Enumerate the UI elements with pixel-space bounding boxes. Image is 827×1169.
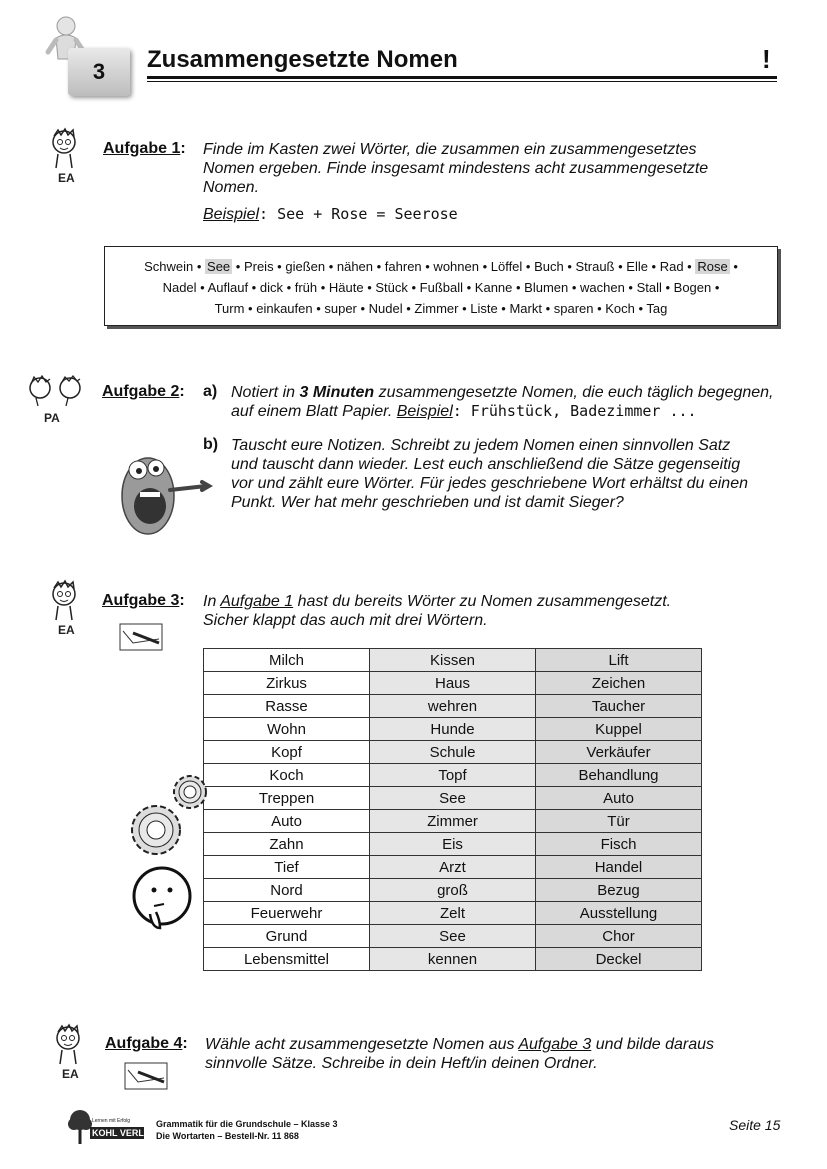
footer-line-2: Die Wortarten – Bestell-Nr. 11 868 (156, 1131, 299, 1141)
task3-line: Sicher klappt das auch mit drei Wörtern. (203, 612, 488, 629)
task1-line: Nomen. (203, 179, 260, 196)
task2-a-bold: 3 Minuten (299, 384, 375, 401)
highlighted-word: Rose (697, 259, 728, 274)
table-row (204, 948, 702, 971)
table-row (204, 741, 702, 764)
table-cell: Deckel (536, 948, 702, 971)
table-cell: Rasse (204, 695, 370, 718)
task1-example (203, 205, 763, 224)
logo-text: KOHL VERLAG (92, 1128, 158, 1138)
table-cell: See (370, 787, 536, 810)
table-cell: kennen (370, 948, 536, 971)
table-cell: Kissen (370, 649, 536, 672)
page-number: Seite 15 (729, 1117, 781, 1133)
task2-label: Aufgabe 2 (102, 383, 180, 400)
table-row (204, 649, 702, 672)
task1-line: Finde im Kasten zwei Wörter, die zusammen ein zusammengesetztes (203, 141, 697, 158)
table-cell: Taucher (536, 695, 702, 718)
exclamation-mark: ! (762, 44, 771, 74)
task1-instructions (203, 140, 763, 224)
task3-label: Aufgabe 3 (102, 592, 180, 609)
task4-line: sinnvolle Sätze. Schreibe in dein Heft/in deinen Ordner. (205, 1055, 598, 1072)
table-cell: Fisch (536, 833, 702, 856)
pointing-monster-icon (114, 448, 212, 540)
task2-colon: : (179, 383, 185, 400)
table-cell: wehren (370, 695, 536, 718)
task4-text-part: und bilde daraus (591, 1036, 715, 1053)
task3-text-part: In (203, 593, 221, 610)
table-cell: Ausstellung (536, 902, 702, 925)
task2-a-text-part: zusammengesetzte Nomen, die euch täglich begegnen, (374, 384, 774, 401)
table-cell: Tief (204, 856, 370, 879)
pa-label: PA (44, 411, 60, 425)
table-cell: Tür (536, 810, 702, 833)
single-work-icon (48, 128, 82, 186)
table-cell: Bezug (536, 879, 702, 902)
word-box-text: • (729, 259, 738, 274)
example-label: Beispiel (396, 403, 453, 420)
table-cell: Auto (204, 810, 370, 833)
table-cell: Kopf (204, 741, 370, 764)
table-cell: Lebensmittel (204, 948, 370, 971)
table-row (204, 879, 702, 902)
table-cell: Handel (536, 856, 702, 879)
partner-work-icon (24, 374, 88, 426)
chapter-number-box (68, 48, 130, 96)
task1-colon: : (180, 140, 186, 157)
task2-b-label: b) (203, 436, 219, 453)
table-cell: Topf (370, 764, 536, 787)
example-text: : See + Rose = Seerose (259, 205, 458, 223)
table-cell: Zimmer (370, 810, 536, 833)
task2-a-text-part: Notiert in (231, 384, 300, 401)
table-cell: Verkäufer (536, 741, 702, 764)
table-row (204, 810, 702, 833)
table-cell: Milch (204, 649, 370, 672)
publisher-logo (66, 1108, 158, 1146)
word-box-text: Schwein • (144, 259, 206, 274)
table-cell: Wohn (204, 718, 370, 741)
task3-text-part: hast du bereits Wörter zu Nomen zusammengesetzt. (293, 593, 672, 610)
table-cell: Zeichen (536, 672, 702, 695)
table-cell: Lift (536, 649, 702, 672)
task2-a-label: a) (203, 383, 218, 400)
task2-b-line: Tauscht eure Notizen. Schreibt zu jedem Nomen einen sinnvollen Satz (231, 437, 731, 454)
ea-label: EA (58, 171, 75, 185)
writing-pen-icon (124, 1062, 168, 1090)
task2-b-line: und tauscht dann wieder. Lest euch anschließend die Sätze gegenseitig (231, 456, 741, 473)
table-cell: Feuerwehr (204, 902, 370, 925)
thinking-face-icon (130, 866, 194, 934)
task2-a-text (231, 383, 791, 421)
table-cell: Arzt (370, 856, 536, 879)
table-cell: See (370, 925, 536, 948)
table-cell: groß (370, 879, 536, 902)
table-cell: Hunde (370, 718, 536, 741)
task3-reference: Aufgabe 1 (220, 593, 294, 610)
task1-label: Aufgabe 1 (103, 140, 181, 157)
table-cell: Behandlung (536, 764, 702, 787)
table-cell: Haus (370, 672, 536, 695)
writing-pen-icon (119, 623, 163, 651)
table-cell: Zahn (204, 833, 370, 856)
ea-label: EA (58, 623, 75, 637)
table-cell: Grund (204, 925, 370, 948)
task2-b-line: Punkt. Wer hat mehr geschrieben und ist damit Sieger? (231, 494, 624, 511)
chapter-number: 3 (92, 59, 106, 84)
table-row (204, 672, 702, 695)
single-work-icon (52, 1024, 86, 1082)
highlighted-word: See (207, 259, 231, 274)
single-work-icon (48, 580, 82, 638)
table-cell: Eis (370, 833, 536, 856)
table-row (204, 902, 702, 925)
table-cell: Auto (536, 787, 702, 810)
table-row (204, 787, 702, 810)
word-box-line-2: Nadel • Auflauf • dick • früh • Häute • Stück • Fußball • Kanne • Blumen • wachen • Stall • Bogen • (162, 280, 720, 295)
table-cell: Nord (204, 879, 370, 902)
task2-b-line: vor und zählt eure Wörter. Für jedes geschriebene Wort erhältst du einen (231, 475, 748, 492)
task3-colon: : (179, 592, 185, 609)
table-cell: Kuppel (536, 718, 702, 741)
table-cell: Zelt (370, 902, 536, 925)
table-row (204, 856, 702, 879)
task4-reference: Aufgabe 3 (518, 1036, 592, 1053)
table-row (204, 695, 702, 718)
example-label: Beispiel (203, 206, 260, 223)
task1-line: Nomen ergeben. Finde insgesamt mindestens acht zusammengesetzte (203, 160, 709, 177)
task3-instructions (203, 592, 763, 630)
example-text: : Frühstück, Badezimmer ... (452, 402, 697, 420)
word-box-text: • Preis • gießen • nähen • fahren • wohnen • Löffel • Buch • Strauß • Elle • Rad • (232, 259, 696, 274)
title-rule (147, 76, 777, 79)
ea-label: EA (62, 1067, 79, 1081)
word-box-line-3: Turm • einkaufen • super • Nudel • Zimmer • Liste • Markt • sparen • Koch • Tag (214, 301, 668, 316)
word-table (203, 648, 702, 971)
task2-b-text (231, 436, 791, 512)
table-row (204, 833, 702, 856)
word-box (104, 246, 778, 326)
word-box-line-1 (105, 259, 777, 274)
logo-tagline: Lernen mit Erfolg (92, 1118, 131, 1124)
table-row (204, 764, 702, 787)
title-rule-thin (147, 81, 777, 82)
task4-label: Aufgabe 4 (105, 1035, 183, 1052)
page-title: Zusammengesetzte Nomen (147, 46, 458, 73)
task2-a-text-part: auf einem Blatt Papier. (231, 403, 397, 420)
table-cell: Treppen (204, 787, 370, 810)
table-row (204, 718, 702, 741)
task4-colon: : (182, 1035, 188, 1052)
table-cell: Chor (536, 925, 702, 948)
table-cell: Schule (370, 741, 536, 764)
footer-line-1: Grammatik für die Grundschule – Klasse 3 (156, 1119, 338, 1129)
task4-text-part: Wähle acht zusammengesetzte Nomen aus (205, 1036, 519, 1053)
gears-icon (120, 772, 212, 864)
table-cell: Zirkus (204, 672, 370, 695)
table-cell: Koch (204, 764, 370, 787)
task4-instructions (205, 1035, 765, 1073)
table-row (204, 925, 702, 948)
